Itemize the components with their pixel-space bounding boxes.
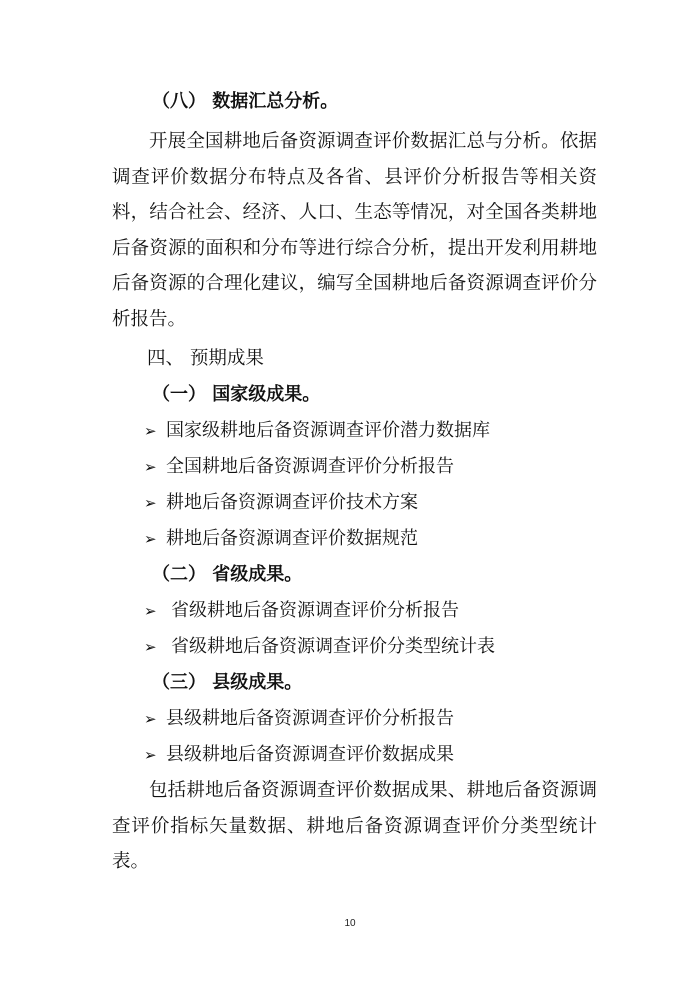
- section-8-paragraph: [112, 124, 597, 337]
- arrow-bullet-icon: ➢: [144, 530, 157, 548]
- provincial-results-heading: （二） 省级成果。: [152, 564, 303, 585]
- list-item-text: 耕地后备资源调查评价数据规范: [166, 528, 418, 549]
- paragraph-line: 析报告。: [112, 308, 187, 330]
- paragraph-line: 查评价指标矢量数据、耕地后备资源调查评价分类型统计: [112, 815, 597, 837]
- paragraph-line: 料，结合社会、经济、人口、生态等情况，对全国各类耕地: [112, 202, 597, 223]
- list-item: [112, 449, 597, 485]
- list-item: [112, 593, 597, 629]
- arrow-bullet-icon: ➢: [144, 458, 157, 476]
- arrow-bullet-icon: ➢: [144, 710, 157, 728]
- paragraph-line: 后备资源的合理化建议，编写全国耕地后备资源调查评价分: [112, 273, 597, 294]
- arrow-bullet-icon: ➢: [144, 638, 157, 656]
- list-item: [112, 737, 597, 773]
- list-item: [112, 629, 597, 665]
- list-item: [112, 521, 597, 557]
- paragraph-line: 后备资源的面积和分布等进行综合分析，提出开发利用耕地: [112, 237, 597, 259]
- list-item-text: 省级耕地后备资源调查评价分析报告: [171, 600, 459, 621]
- list-item-text: 国家级耕地后备资源调查评价潜力数据库: [166, 420, 490, 441]
- paragraph-line: 包括耕地后备资源调查评价数据成果、耕地后备资源调: [149, 780, 597, 801]
- list-item-text: 全国耕地后备资源调查评价分析报告: [166, 456, 454, 477]
- list-item: [112, 413, 597, 449]
- results-summary-paragraph: [112, 773, 597, 880]
- national-results-heading: （一） 国家级成果。: [152, 384, 321, 405]
- arrow-bullet-icon: ➢: [144, 746, 157, 764]
- arrow-bullet-icon: ➢: [144, 602, 157, 620]
- list-item: [112, 485, 597, 521]
- paragraph-line: 开展全国耕地后备资源调查评价数据汇总与分析。依据: [149, 131, 597, 152]
- county-results-heading: （三） 县级成果。: [152, 672, 303, 693]
- section-4-heading: 四、 预期成果: [147, 348, 264, 369]
- section-8-heading: （八） 数据汇总分析。: [152, 91, 339, 112]
- paragraph-line: 表。: [112, 851, 150, 872]
- arrow-bullet-icon: ➢: [144, 422, 157, 440]
- paragraph-line: 调查评价数据分布特点及各省、县评价分析报告等相关资: [112, 166, 597, 188]
- list-item: [112, 701, 597, 737]
- list-item-text: 县级耕地后备资源调查评价数据成果: [166, 744, 454, 765]
- list-item-text: 耕地后备资源调查评价技术方案: [166, 492, 418, 513]
- list-item-text: 县级耕地后备资源调查评价分析报告: [166, 708, 454, 729]
- list-item-text: 省级耕地后备资源调查评价分类型统计表: [171, 636, 495, 657]
- page-number: 10: [344, 918, 356, 929]
- document-page: [112, 84, 597, 880]
- arrow-bullet-icon: ➢: [144, 494, 157, 512]
